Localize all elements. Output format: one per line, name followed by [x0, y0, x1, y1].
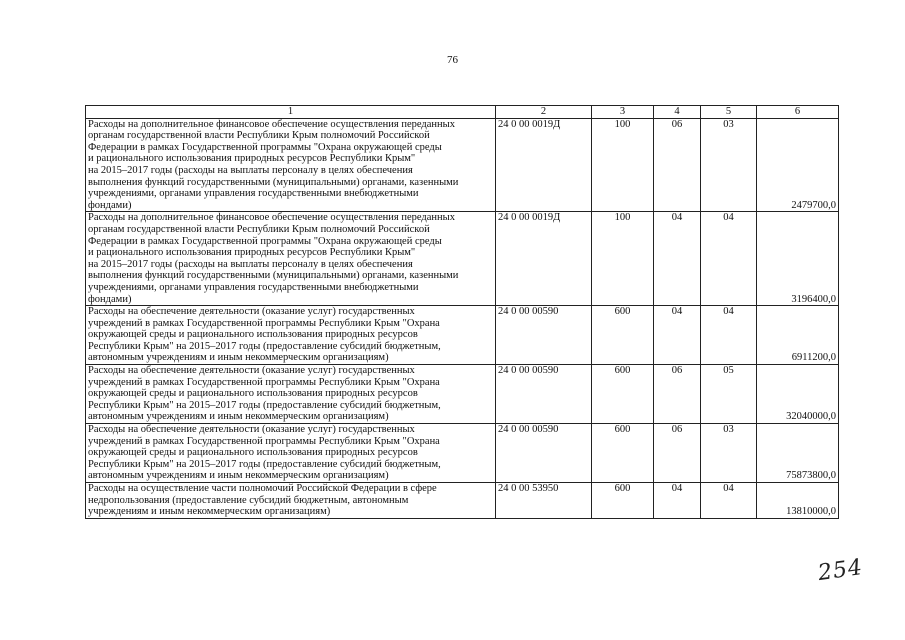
row-col4: 04 [654, 212, 701, 306]
header-col-5: 5 [701, 106, 757, 119]
row-col5: 04 [701, 306, 757, 365]
header-row [86, 106, 839, 119]
description-line: автономным учреждениям и иным некоммерческим организациям) [88, 411, 389, 423]
row-col5: 04 [701, 212, 757, 306]
row-col4: 06 [654, 118, 701, 212]
header-col-1: 1 [86, 106, 496, 119]
page-number: 76 [447, 54, 458, 66]
row-col5: 05 [701, 365, 757, 424]
row-amount: 2479700,0 [757, 118, 839, 212]
header-col-3: 3 [592, 106, 654, 119]
description-line: Республики Крым" на 2015–2017 годы (предоставление субсидий бюджетным, [88, 458, 441, 470]
description-line: окружающей среды и рационального использования природных ресурсов [88, 388, 418, 400]
row-description [86, 118, 496, 212]
header-col-4: 4 [654, 106, 701, 119]
row-col5: 03 [701, 424, 757, 483]
description-line: на 2015–2017 годы (расходы на выплаты персоналу в целях обеспечения [88, 258, 413, 270]
header-col-2: 2 [496, 106, 592, 119]
description-line: недропользования (предоставление субсидий бюджетным, автономным [88, 494, 409, 506]
table-row [86, 483, 839, 519]
description-line: окружающей среды и рационального использования природных ресурсов [88, 447, 418, 459]
description-line: учреждений в рамках Государственной программы Республики Крым "Охрана [88, 317, 440, 329]
row-col4: 04 [654, 306, 701, 365]
table-row [86, 365, 839, 424]
row-col3: 100 [592, 118, 654, 212]
row-col3: 100 [592, 212, 654, 306]
row-description [86, 306, 496, 365]
description-line: учреждениями, органами управления государственными внебюджетными [88, 188, 419, 200]
description-line: учреждений в рамках Государственной программы Республики Крым "Охрана [88, 376, 440, 388]
description-line: органам государственной власти Республики Крым полномочий Российской [88, 223, 430, 235]
row-col5: 04 [701, 483, 757, 519]
description-line: и рационального использования природных ресурсов Республики Крым" [88, 247, 416, 259]
description-line: Расходы на осуществление части полномочий Российской Федерации в сфере [88, 483, 437, 494]
row-col4: 06 [654, 365, 701, 424]
row-amount: 6911200,0 [757, 306, 839, 365]
budget-table [85, 105, 839, 519]
row-description [86, 365, 496, 424]
row-code: 24 0 00 00590 [496, 424, 592, 483]
row-amount: 75873800,0 [757, 424, 839, 483]
description-line: Расходы на обеспечение деятельности (оказание услуг) государственных [88, 424, 415, 436]
row-col4: 04 [654, 483, 701, 519]
description-line: учреждениям и иным некоммерческим организациям) [88, 506, 331, 518]
row-code: 24 0 00 0019Д [496, 212, 592, 306]
description-line: Федерации в рамках Государственной программы "Охрана окружающей среды [88, 141, 442, 153]
description-line: учреждениями, органами управления государственными внебюджетными [88, 281, 419, 293]
table-row [86, 212, 839, 306]
row-amount: 32040000,0 [757, 365, 839, 424]
row-description [86, 483, 496, 519]
description-line: выполнения функций государственными (муниципальными) органами, казенными [88, 176, 459, 188]
table-row [86, 306, 839, 365]
header-col-6: 6 [757, 106, 839, 119]
description-line: Расходы на дополнительное финансовое обеспечение осуществления переданных [88, 118, 455, 130]
description-line: Расходы на обеспечение деятельности (оказание услуг) государственных [88, 365, 415, 377]
row-code: 24 0 00 0019Д [496, 118, 592, 212]
row-amount: 13810000,0 [757, 483, 839, 519]
row-description [86, 212, 496, 306]
description-line: Расходы на обеспечение деятельности (оказание услуг) государственных [88, 306, 415, 318]
row-code: 24 0 00 00590 [496, 365, 592, 424]
table-row [86, 118, 839, 212]
row-col5: 03 [701, 118, 757, 212]
row-amount: 3196400,0 [757, 212, 839, 306]
description-line: учреждений в рамках Государственной программы Республики Крым "Охрана [88, 435, 440, 447]
description-line: фондами) [88, 293, 132, 305]
row-col4: 06 [654, 424, 701, 483]
description-line: автономным учреждениям и иным некоммерческим организациям) [88, 352, 389, 364]
row-col3: 600 [592, 424, 654, 483]
description-line: автономным учреждениям и иным некоммерческим организациям) [88, 470, 389, 482]
description-line: выполнения функций государственными (муниципальными) органами, казенными [88, 270, 459, 282]
description-line: Федерации в рамках Государственной программы "Охрана окружающей среды [88, 235, 442, 247]
description-line: и рационального использования природных ресурсов Республики Крым" [88, 153, 416, 165]
table-row [86, 424, 839, 483]
description-line: Расходы на дополнительное финансовое обеспечение осуществления переданных [88, 212, 455, 224]
row-col3: 600 [592, 483, 654, 519]
row-col3: 600 [592, 365, 654, 424]
description-line: фондами) [88, 199, 132, 211]
row-code: 24 0 00 53950 [496, 483, 592, 519]
row-code: 24 0 00 00590 [496, 306, 592, 365]
handwritten-page-number: 254 [816, 554, 865, 587]
description-line: на 2015–2017 годы (расходы на выплаты персоналу в целях обеспечения [88, 164, 413, 176]
description-line: Республики Крым" на 2015–2017 годы (предоставление субсидий бюджетным, [88, 399, 441, 411]
row-col3: 600 [592, 306, 654, 365]
description-line: органам государственной власти Республики Крым полномочий Российской [88, 130, 430, 142]
description-line: Республики Крым" на 2015–2017 годы (предоставление субсидий бюджетным, [88, 340, 441, 352]
description-line: окружающей среды и рационального использования природных ресурсов [88, 329, 418, 341]
row-description [86, 424, 496, 483]
